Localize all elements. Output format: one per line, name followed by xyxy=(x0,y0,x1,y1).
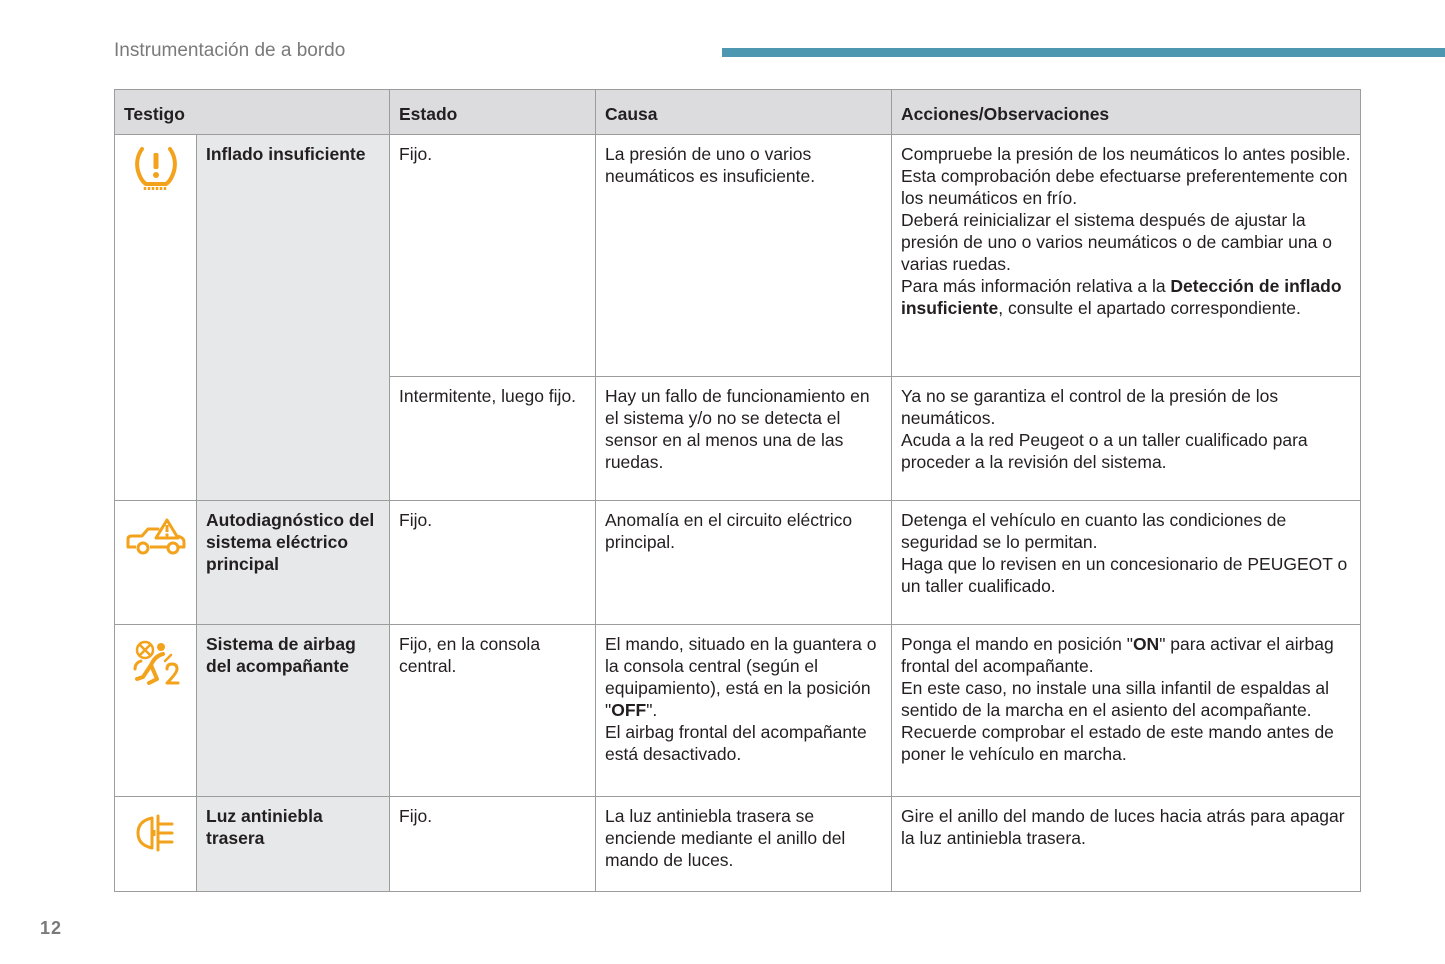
acciones-line: Gire el anillo del mando de luces hacia atrás para apagar la luz antiniebla trasera. xyxy=(901,806,1345,848)
acciones-line: Compruebe la presión de los neumáticos lo antes posible. xyxy=(901,144,1351,164)
table-row xyxy=(115,625,1361,797)
text-span: El mando, situado en la guantera o la consola central (según el equipamiento), está en la posición " xyxy=(605,634,877,720)
acciones-cell xyxy=(892,797,1361,892)
acciones-cell xyxy=(892,377,1361,501)
rear-fog-lamp-icon xyxy=(124,813,188,853)
table-header-row xyxy=(115,90,1361,135)
bold-reference: Detección de inflado insuficiente xyxy=(901,276,1342,318)
acciones-cell xyxy=(892,501,1361,625)
icon-cell xyxy=(115,797,197,892)
text-span: , consulte el apartado correspondiente. xyxy=(998,298,1301,318)
acciones-cell xyxy=(892,135,1361,377)
passenger-airbag-off-icon xyxy=(124,639,188,689)
acciones-line: Recuerde comprobar el estado de este mando antes de poner le vehículo en marcha. xyxy=(901,722,1334,764)
table-row xyxy=(115,797,1361,892)
warning-name: Luz antiniebla trasera xyxy=(197,797,390,892)
warning-lights-table xyxy=(114,89,1361,892)
estado-cell: Fijo. xyxy=(390,501,596,625)
estado-cell: Fijo. xyxy=(390,135,596,377)
estado-cell: Intermitente, luego fijo. xyxy=(390,377,596,501)
bold-value: OFF xyxy=(611,700,647,720)
text-span: Para más información relativa a la xyxy=(901,276,1171,296)
icon-cell xyxy=(115,135,197,501)
acciones-line: Deberá reinicializar el sistema después de ajustar la presión de uno o varios neumáticos o de cambiar una o varias ruedas. xyxy=(901,210,1332,274)
estado-cell: Fijo, en la consola central. xyxy=(390,625,596,797)
acciones-line: Ya no se garantiza el control de la presión de los neumáticos. xyxy=(901,386,1279,428)
acciones-line: Acuda a la red Peugeot o a un taller cualificado para proceder a la revisión del sistema. xyxy=(901,430,1308,472)
table-row xyxy=(115,501,1361,625)
warning-name: Inflado insuficiente xyxy=(197,135,390,501)
causa-line xyxy=(605,633,883,721)
causa-cell: La presión de uno o varios neumáticos es insuficiente. xyxy=(596,135,892,377)
header-acciones: Acciones/Observaciones xyxy=(892,90,1361,135)
header-causa: Causa xyxy=(596,90,892,135)
electrical-fault-car-icon xyxy=(124,517,188,561)
header-testigo: Testigo xyxy=(115,90,390,135)
acciones-line: Detenga el vehículo en cuanto las condiciones de seguridad se lo permitan. xyxy=(901,510,1287,552)
header-accent-bar xyxy=(722,48,1445,57)
text-span: Ponga el mando en posición " xyxy=(901,634,1133,654)
acciones-line: Haga que lo revisen en un concesionario de PEUGEOT o un taller cualificado. xyxy=(901,554,1348,596)
header-estado: Estado xyxy=(390,90,596,135)
icon-cell xyxy=(115,501,197,625)
causa-cell: Anomalía en el circuito eléctrico principal. xyxy=(596,501,892,625)
causa-cell: Hay un fallo de funcionamiento en el sistema y/o no se detecta el sensor en al menos una de las ruedas. xyxy=(596,377,892,501)
acciones-line xyxy=(901,633,1352,677)
warning-name: Sistema de airbag del acompañante xyxy=(197,625,390,797)
estado-cell: Fijo. xyxy=(390,797,596,892)
acciones-line: Esta comprobación debe efectuarse preferentemente con los neumáticos en frío. xyxy=(901,166,1348,208)
table-row xyxy=(115,135,1361,377)
tyre-pressure-warning-icon xyxy=(124,143,188,193)
text-span: " para activar el airbag frontal del acompañante. xyxy=(901,634,1334,676)
acciones-cell xyxy=(892,625,1361,797)
icon-cell xyxy=(115,625,197,797)
causa-line: El airbag frontal del acompañante está desactivado. xyxy=(605,722,867,764)
text-span: ". xyxy=(646,700,658,720)
causa-cell: La luz antiniebla trasera se enciende mediante el anillo del mando de luces. xyxy=(596,797,892,892)
acciones-line: En este caso, no instale una silla infantil de espaldas al sentido de la marcha en el asiento del acompañante. xyxy=(901,678,1330,720)
causa-cell xyxy=(596,625,892,797)
warning-name: Autodiagnóstico del sistema eléctrico principal xyxy=(197,501,390,625)
page-header-title: Instrumentación de a bordo xyxy=(114,40,346,61)
acciones-line xyxy=(901,275,1352,319)
page-number: 12 xyxy=(40,918,63,938)
bold-value: ON xyxy=(1132,634,1160,654)
